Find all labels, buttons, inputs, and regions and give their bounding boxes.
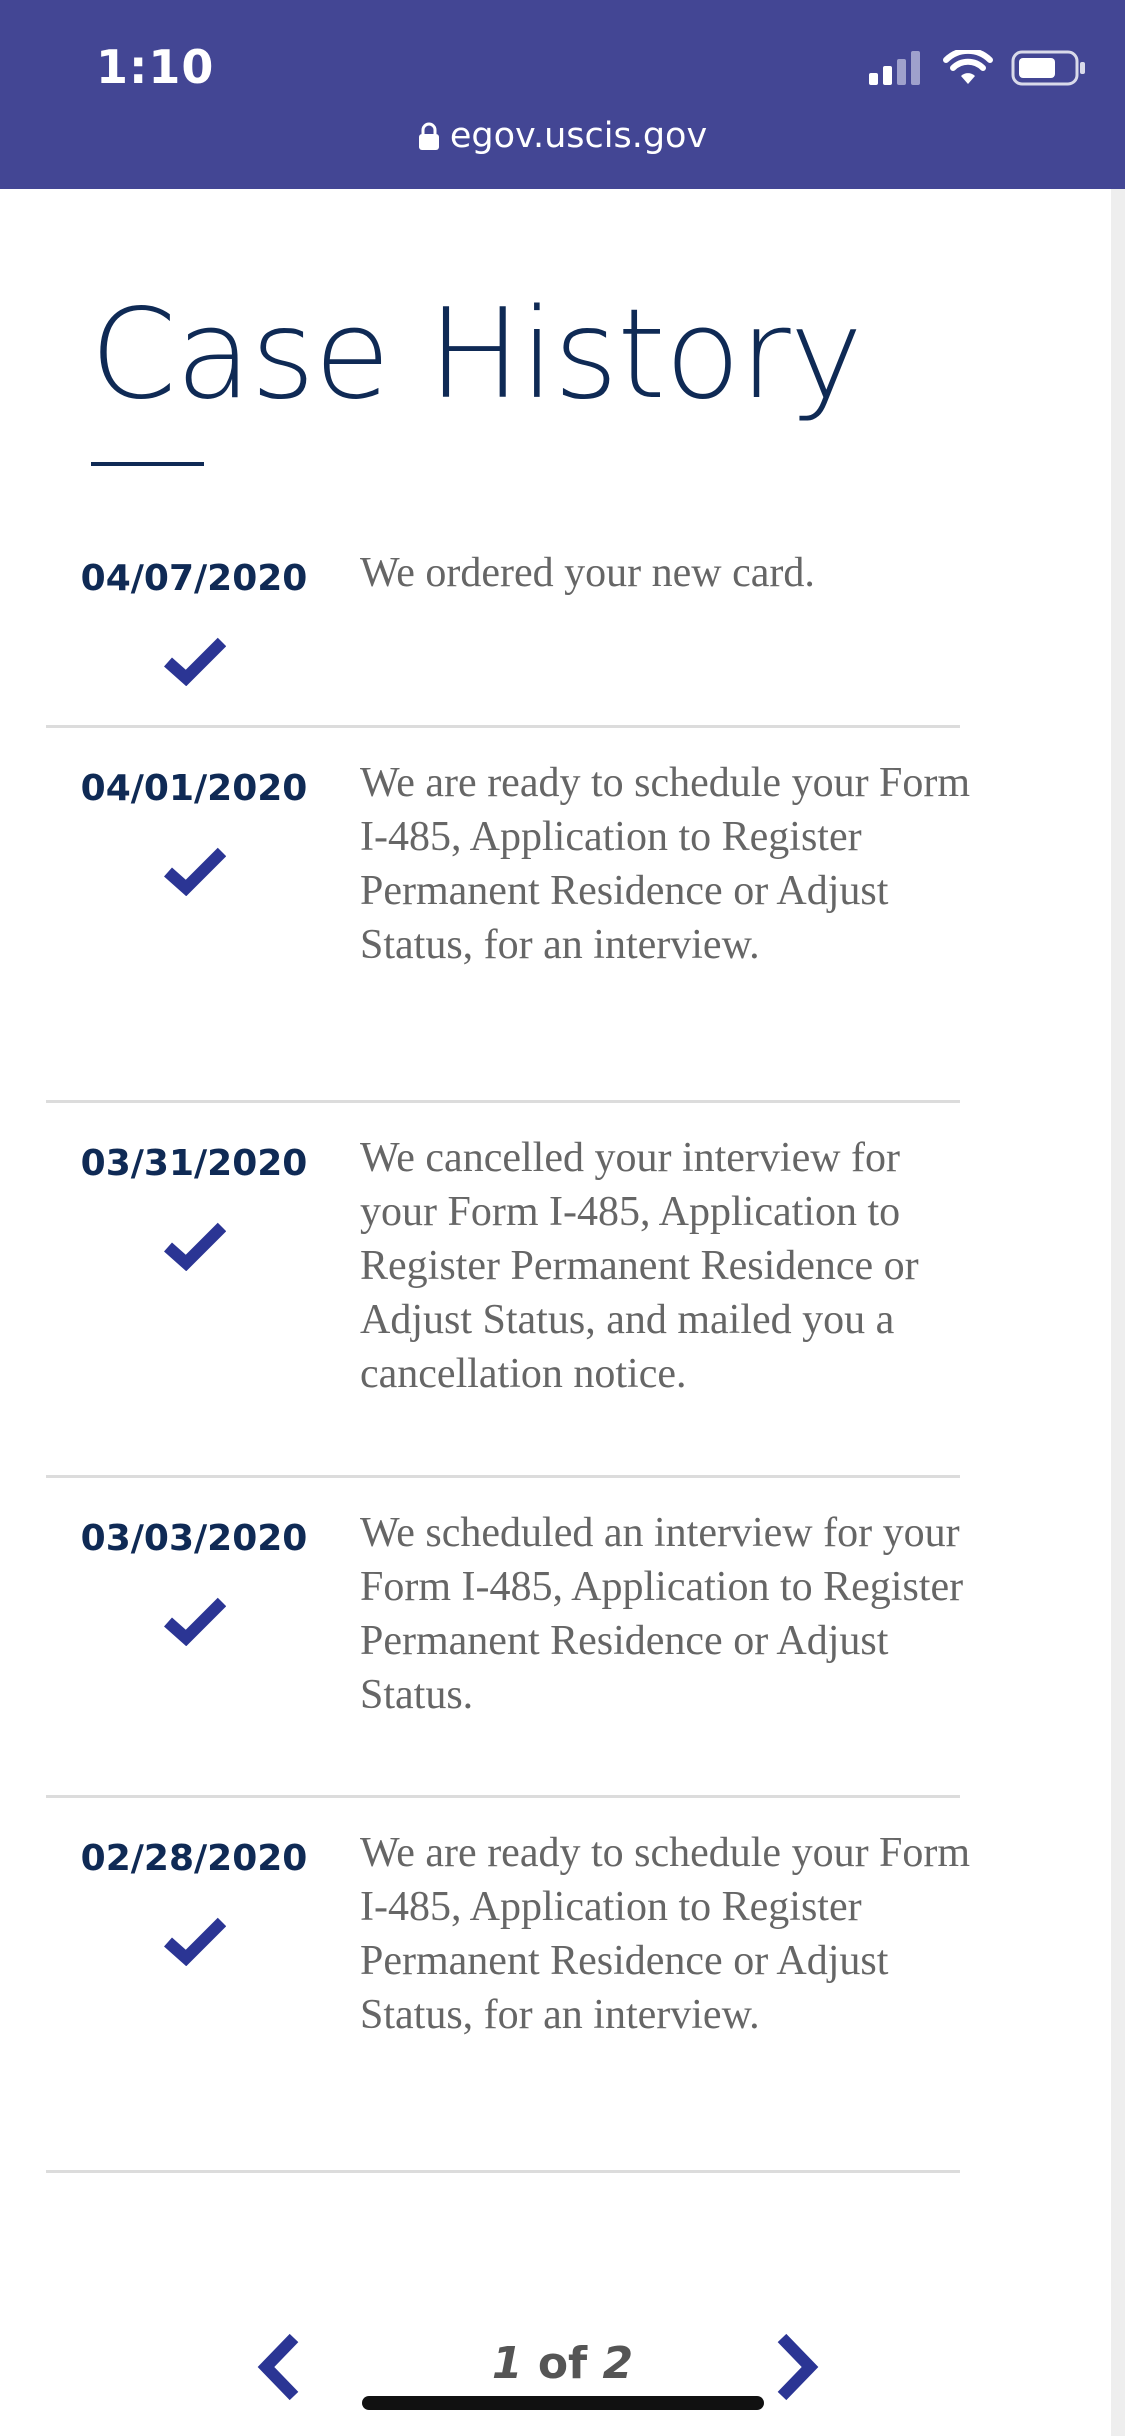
- checkmark-icon: [164, 846, 226, 896]
- checkmark-icon: [164, 1916, 226, 1966]
- history-entry: [46, 1478, 964, 1798]
- status-time: 1:10: [96, 40, 215, 94]
- history-description: We cancelled your interview for your Form I-485, Application to Register Permanent Residence or Adjust Status, and mailed you a cancellation notice.: [360, 1135, 919, 1397]
- checkmark-icon: [164, 636, 226, 686]
- page-title: Case History: [90, 283, 863, 427]
- history-entry: [46, 518, 960, 728]
- status-icons: [869, 48, 1087, 88]
- history-description: We scheduled an interview for your Form I-485, Application to Register Permanent Residence or Adjust Status.: [360, 1510, 964, 1718]
- checkmark-icon: [164, 1596, 226, 1646]
- history-entry: [46, 728, 971, 1103]
- scroll-gutter: [1111, 189, 1125, 2436]
- url-text: egov.uscis.gov: [449, 116, 708, 156]
- history-description: We ordered your new card.: [360, 550, 815, 596]
- history-description: We are ready to schedule your Form I-485, Application to Register Permanent Residence or Adjust Status, for an interview.: [360, 1830, 971, 2038]
- title-underline: [91, 462, 204, 466]
- history-date: 03/03/2020: [80, 1518, 308, 1559]
- history-entry: [46, 1103, 960, 1478]
- total-pages: 2: [602, 2338, 634, 2389]
- battery-icon: [1011, 50, 1087, 86]
- wifi-icon: [943, 50, 993, 86]
- cellular-signal-icon: [869, 51, 925, 85]
- history-date: 02/28/2020: [80, 1838, 308, 1879]
- next-page-chevron-icon[interactable]: [772, 2332, 822, 2402]
- url-bar[interactable]: [0, 116, 1125, 156]
- history-date: 03/31/2020: [80, 1143, 308, 1184]
- history-description: We are ready to schedule your Form I-485, Application to Register Permanent Residence or Adjust Status, for an interview.: [360, 760, 971, 968]
- checkmark-icon: [164, 1221, 226, 1271]
- history-date: 04/07/2020: [80, 558, 308, 599]
- page-indicator: [0, 2338, 1125, 2389]
- current-page: 1: [491, 2338, 523, 2389]
- browser-top-bar: [0, 0, 1125, 189]
- history-date: 04/01/2020: [80, 768, 308, 809]
- lock-icon: [418, 121, 440, 151]
- home-indicator[interactable]: [362, 2396, 764, 2410]
- page-of-label: of: [537, 2338, 588, 2389]
- history-entry: [46, 1798, 971, 2173]
- case-history-list: [46, 518, 971, 2173]
